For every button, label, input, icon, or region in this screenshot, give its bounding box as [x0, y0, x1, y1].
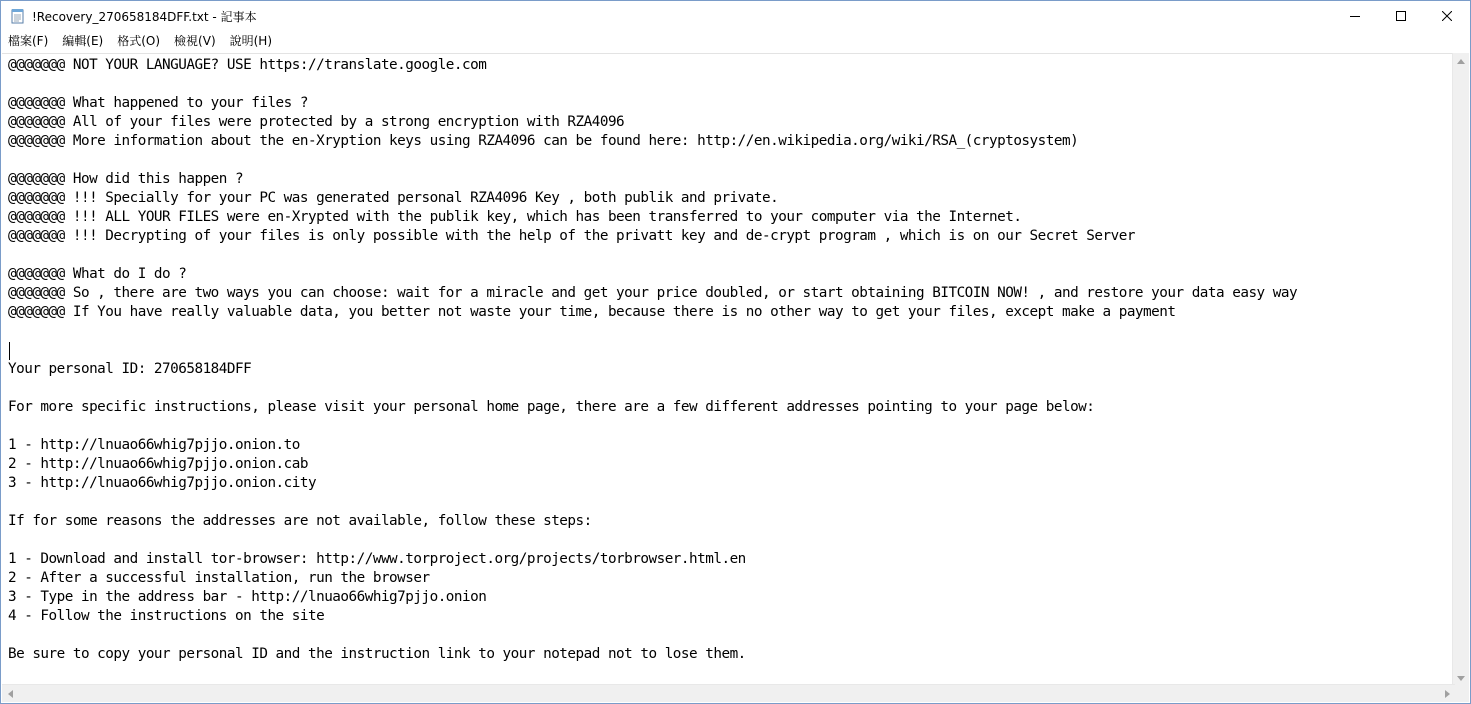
text-line: @@@@@@@ NOT YOUR LANGUAGE? USE https://translate.google.com [8, 57, 487, 73]
text-line: For more specific instructions, please visit your personal home page, there are a few different addresses pointing to your page below: [8, 399, 1095, 415]
menu-file[interactable]: 檔案(F) [8, 34, 49, 48]
text-editor[interactable] [2, 53, 1455, 687]
menu-bar [1, 31, 1470, 51]
maximize-button[interactable] [1378, 1, 1424, 31]
text-line [8, 626, 1297, 645]
vertical-scrollbar[interactable] [1452, 53, 1469, 686]
scroll-up-icon[interactable] [1453, 53, 1469, 69]
text-line [8, 379, 1297, 398]
text-line: 1 - http://lnuao66whig7pjjo.onion.to [8, 437, 300, 453]
document-text [8, 56, 1297, 664]
window-title: !Recovery_270658184DFF.txt - 記事本 [32, 9, 257, 24]
minimize-icon [1350, 11, 1360, 21]
text-line: @@@@@@@ !!! Specially for your PC was generated personal RZA4096 Key , both publik and private. [8, 190, 779, 206]
close-icon [1442, 11, 1452, 21]
text-line: @@@@@@@ More information about the en-Xryption keys using RZA4096 can be found here: http://en.wikipedia.org/wiki/RSA_(cryptosystem) [8, 133, 1079, 149]
scroll-left-icon[interactable] [2, 685, 18, 702]
text-line: @@@@@@@ All of your files were protected by a strong encryption with RZA4096 [8, 114, 625, 130]
text-line: @@@@@@@ If You have really valuable data, you better not waste your time, because there is no other way to get your files, except make a payment [8, 304, 1176, 320]
text-line: @@@@@@@ !!! Decrypting of your files is only possible with the help of the privatt key and de-crypt program , which is on our Secret Server [8, 228, 1135, 244]
maximize-icon [1396, 11, 1406, 21]
text-line [8, 322, 1297, 341]
menu-edit[interactable]: 編輯(E) [62, 34, 104, 48]
text-line: @@@@@@@ What do I do ? [8, 266, 187, 282]
text-line: If for some reasons the addresses are not available, follow these steps: [8, 513, 592, 529]
text-line [8, 151, 1297, 170]
text-line [8, 417, 1297, 436]
notepad-icon [10, 8, 26, 24]
scrollbar-corner [1453, 685, 1469, 702]
menu-view[interactable]: 檢視(V) [174, 34, 216, 48]
minimize-button[interactable] [1332, 1, 1378, 31]
text-line: @@@@@@@ !!! ALL YOUR FILES were en-Xrypted with the publik key, which has been transferred to your computer via the Internet. [8, 209, 1022, 225]
text-caret [9, 342, 10, 360]
text-line: Your personal ID: 270658184DFF [8, 361, 252, 377]
text-line: @@@@@@@ How did this happen ? [8, 171, 244, 187]
horizontal-scrollbar[interactable] [2, 684, 1455, 702]
text-line [8, 341, 1297, 360]
text-line: 4 - Follow the instructions on the site [8, 608, 325, 624]
text-line: @@@@@@@ So , there are two ways you can choose: wait for a miracle and get your price doubled, or start obtaining BITCOIN NOW! , and restore your data easy way [8, 285, 1298, 301]
text-line: 2 - After a successful installation, run the browser [8, 570, 430, 586]
window-controls [1332, 1, 1470, 31]
menu-format[interactable]: 格式(O) [117, 34, 161, 48]
menu-help[interactable]: 說明(H) [229, 34, 273, 48]
text-line: @@@@@@@ What happened to your files ? [8, 95, 308, 111]
text-line: Be sure to copy your personal ID and the instruction link to your notepad not to lose them. [8, 646, 746, 662]
close-button[interactable] [1424, 1, 1470, 31]
title-bar[interactable] [1, 1, 1470, 31]
text-line [8, 246, 1297, 265]
text-line: 1 - Download and install tor-browser: http://www.torproject.org/projects/torbrowser.html.en [8, 551, 746, 567]
text-line [8, 75, 1297, 94]
text-line [8, 531, 1297, 550]
text-line: 2 - http://lnuao66whig7pjjo.onion.cab [8, 456, 308, 472]
text-line: 3 - Type in the address bar - http://lnuao66whig7pjjo.onion [8, 589, 487, 605]
scroll-down-icon[interactable] [1453, 670, 1469, 686]
text-line: 3 - http://lnuao66whig7pjjo.onion.city [8, 475, 317, 491]
text-line [8, 493, 1297, 512]
